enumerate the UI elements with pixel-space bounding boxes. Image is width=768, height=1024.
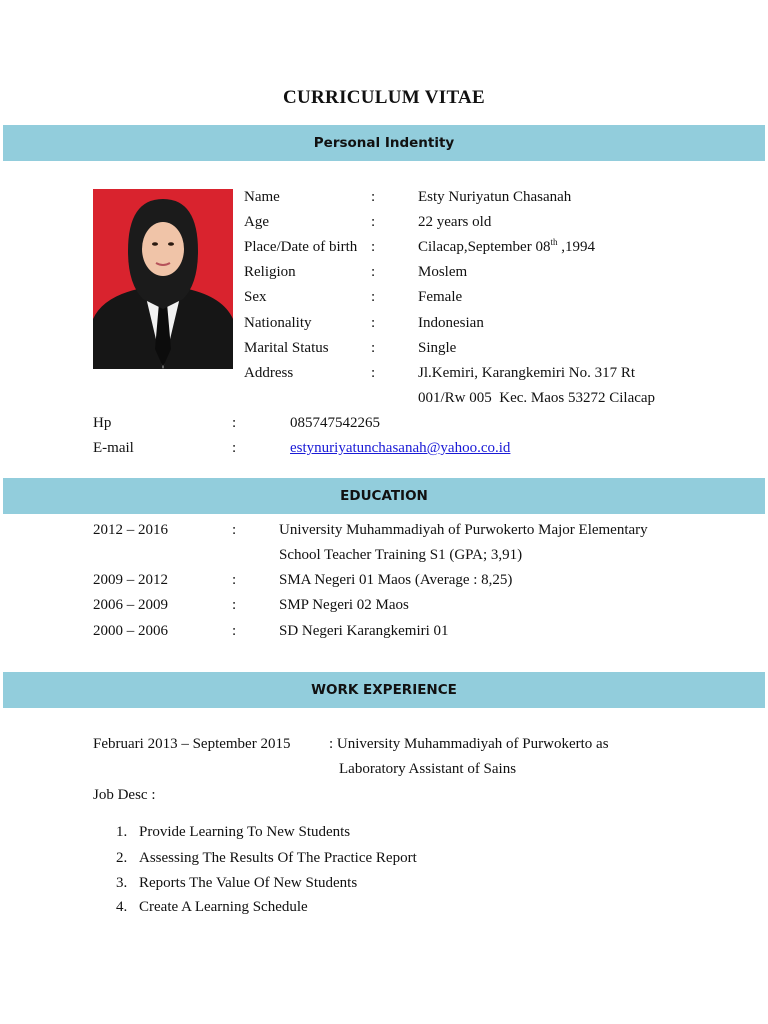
personal-row-separator: : xyxy=(371,340,376,356)
personal-row-separator: : xyxy=(371,189,376,205)
education-period: 2009 – 2012 xyxy=(93,572,168,588)
hp-value: 085747542265 xyxy=(290,415,380,431)
personal-row-value: Jl.Kemiri, Karangkemiri No. 317 Rt xyxy=(418,365,636,381)
personal-row-label: Age xyxy=(244,214,269,230)
work-position-line2: Laboratory Assistant of Sains xyxy=(339,761,517,777)
personal-row-value-line2: 001/Rw 005 Kec. Maos 53272 Cilacap xyxy=(418,390,656,406)
personal-row-value: Single xyxy=(418,340,457,356)
personal-row-value: 22 years old xyxy=(418,214,492,230)
dob-year: ,1994 xyxy=(557,239,595,255)
personal-row-label: Sex xyxy=(244,289,267,305)
education-period: 2000 – 2006 xyxy=(93,623,168,639)
education-separator: : xyxy=(232,623,237,639)
email-separator: : xyxy=(232,440,237,456)
education-period: 2012 – 2016 xyxy=(93,522,168,538)
education-separator: : xyxy=(232,522,237,538)
personal-row-label: Nationality xyxy=(244,315,312,331)
duty-number: 4. xyxy=(116,899,128,915)
duty-number: 3. xyxy=(116,875,128,891)
email-label: E-mail xyxy=(93,440,134,456)
personal-row-separator: : xyxy=(371,289,376,305)
personal-row-value: Female xyxy=(418,289,463,305)
personal-row-label: Address xyxy=(244,365,294,381)
duty-number: 1. xyxy=(116,824,128,840)
dob-ordinal: th xyxy=(550,237,558,247)
personal-row-label: Name xyxy=(244,189,280,205)
personal-row-label: Marital Status xyxy=(244,340,329,356)
email-link[interactable]: estynuriyatunchasanah@yahoo.co.id xyxy=(290,440,511,456)
hp-separator: : xyxy=(232,415,237,431)
duty-item: Create A Learning Schedule xyxy=(139,899,308,915)
personal-row-separator: : xyxy=(371,239,376,255)
education-detail: SMP Negeri 02 Maos xyxy=(279,597,409,613)
personal-row-value xyxy=(418,238,595,256)
personal-row-value: Indonesian xyxy=(418,315,484,331)
personal-row-separator: : xyxy=(371,214,376,230)
personal-row-label: Religion xyxy=(244,264,296,280)
education-detail-line2: School Teacher Training S1 (GPA; 3,91) xyxy=(279,547,523,563)
education-separator: : xyxy=(232,597,237,613)
work-period: Februari 2013 – September 2015 xyxy=(93,736,291,752)
education-detail: SMA Negeri 01 Maos (Average : 8,25) xyxy=(279,572,513,588)
duty-number: 2. xyxy=(116,850,128,866)
education-detail: University Muhammadiyah of Purwokerto Major Elementary xyxy=(279,522,648,538)
education-detail: SD Negeri Karangkemiri 01 xyxy=(279,623,449,639)
profile-photo xyxy=(93,189,233,369)
duty-item: Reports The Value Of New Students xyxy=(139,875,358,891)
personal-row-separator: : xyxy=(371,365,376,381)
hp-label: Hp xyxy=(93,415,112,431)
section-header-personal: Personal Indentity xyxy=(3,125,765,161)
profile-photo-illustration xyxy=(93,189,233,369)
personal-row-label: Place/Date of birth xyxy=(244,239,358,255)
work-position-line1: : University Muhammadiyah of Purwokerto as xyxy=(329,736,609,752)
personal-row-value: Moslem xyxy=(418,264,468,280)
section-header-education: EDUCATION xyxy=(3,478,765,514)
personal-row-value: Esty Nuriyatun Chasanah xyxy=(418,189,572,205)
education-period: 2006 – 2009 xyxy=(93,597,168,613)
personal-row-separator: : xyxy=(371,264,376,280)
personal-row-separator: : xyxy=(371,315,376,331)
page-title: CURRICULUM VITAE xyxy=(282,87,486,108)
section-header-work-experience: WORK EXPERIENCE xyxy=(3,672,765,708)
duty-item: Provide Learning To New Students xyxy=(139,824,351,840)
education-separator: : xyxy=(232,572,237,588)
job-desc-label: Job Desc : xyxy=(93,787,156,803)
duty-item: Assessing The Results Of The Practice Report xyxy=(139,850,417,866)
dob-text: Cilacap,September 08 xyxy=(418,239,551,255)
